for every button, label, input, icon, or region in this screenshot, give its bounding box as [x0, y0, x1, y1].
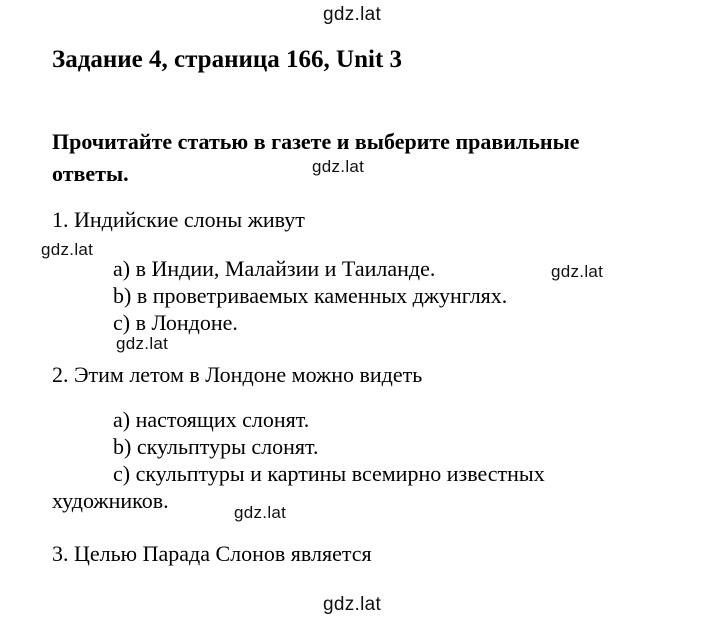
question-1-option-a: a) в Индии, Малайзии и Таиланде. [113, 256, 436, 281]
instruction-line-1: Прочитайте статью в газете и выберите правильные [52, 129, 580, 154]
question-2-option-c: c) скульптуры и картины всемирно известных [113, 461, 545, 486]
watermark-bottom: gdz.lat [323, 594, 382, 615]
watermark-1: gdz.lat [312, 157, 365, 176]
question-2: 2. Этим летом в Лондоне можно видеть [52, 362, 423, 387]
question-2-option-a: a) настоящих слонят. [113, 407, 310, 432]
watermark-5: gdz.lat [234, 503, 287, 522]
question-1-option-c: c) в Лондоне. [113, 310, 238, 335]
question-2-option-c-continuation: художников. [52, 488, 169, 513]
instruction-line-2: ответы. [52, 161, 129, 186]
page-title: Задание 4, страница 166, Unit 3 [52, 46, 403, 73]
question-1: 1. Индийские слоны живут [52, 207, 305, 232]
question-3: 3. Целью Парада Слонов является [52, 541, 372, 566]
question-2-option-b: b) скульптуры слонят. [113, 434, 319, 459]
watermark-2: gdz.lat [41, 240, 94, 259]
watermark-4: gdz.lat [116, 334, 169, 353]
watermark-3: gdz.lat [551, 262, 604, 281]
watermark-top: gdz.lat [323, 4, 382, 25]
question-1-option-b: b) в проветриваемых каменных джунглях. [113, 283, 508, 308]
